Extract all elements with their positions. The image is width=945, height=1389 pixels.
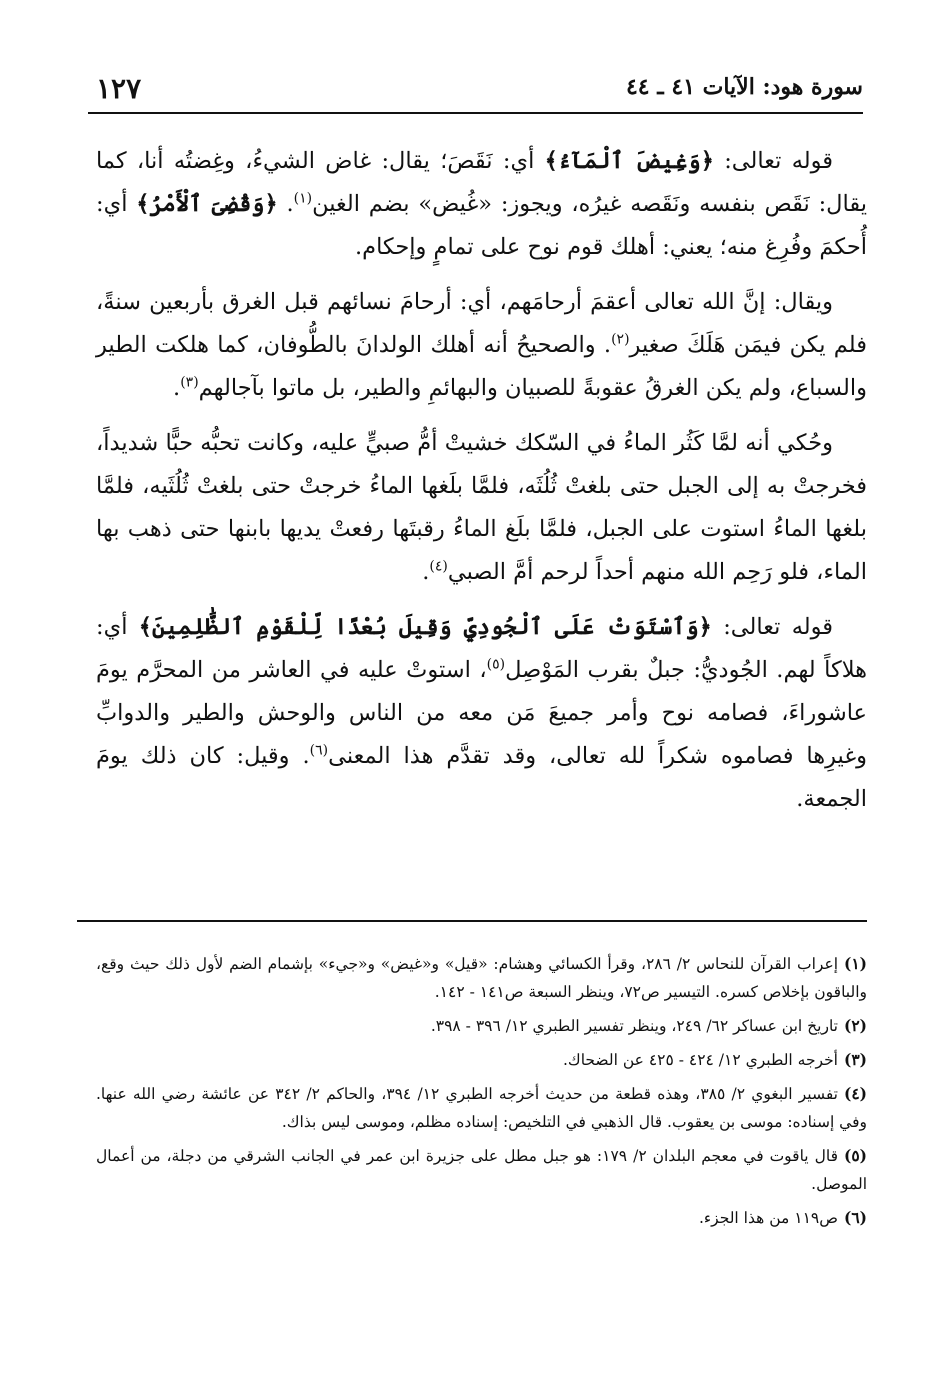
footnote-item — [96, 950, 867, 1006]
footnote-separator — [77, 920, 867, 922]
paragraph-1 — [96, 140, 867, 269]
quran-verse: ﴿وَغِيضَ ٱلْمَآءُ﴾ — [544, 148, 714, 174]
footnote-text: ص١١٩ من هذا الجزء. — [698, 1209, 838, 1227]
footnote-item — [96, 1012, 867, 1040]
text-segment: أي: هلاكاً لهم. الجُوديُّ: جبلٌ بقرب المَوْصِل — [96, 614, 867, 683]
footnote-ref-1[interactable]: (١) — [293, 190, 313, 207]
main-text — [96, 140, 867, 821]
text-segment: وحُكي أنه لمَّا كَثُر الماءُ في السّكك خشيتْ أمُّ صبيٍّ عليه، وكانت تحبُّه حبًّا شديداً، فخرجتْ به إلى الجبل حتى بلغتْ ثُلُثَه، فلمَّا بلَغها الماءُ خرجتْ حتى بلغتْ ثُلُثَيه، فلمَّا بلغها الماءُ استوت على الجبل، فلمَّا بلَغ الماءُ رقبتَها رفعتْ يديها بابنها حتى ذهب بها الماء، فلو رَحِم الله منهم أحداً لرحم أمَّ الصبي — [96, 430, 867, 585]
footnote-text: قال ياقوت في معجم البلدان ٢/ ١٧٩: هو جبل مطل على جزيرة ابن عمر في الجانب الشرقي من دجلة، من أعمال الموصل. — [96, 1147, 867, 1193]
text-segment: . — [277, 191, 294, 217]
footnote-item — [96, 1142, 867, 1198]
quran-verse: ﴿وَٱسْتَوَتْ عَلَى ٱلْجُودِيِّ وَقِيلَ بُعْدًا لِّلْقَوْمِ ٱلظَّٰلِمِينَ﴾ — [138, 614, 712, 640]
footnote-number: (١) — [844, 954, 868, 973]
text-segment: ، استوتْ عليه في العاشر من المحرَّم يومَ عاشوراءَ، فصامه نوح وأمر جميعَ مَن معه من الناس والوحش والطير والدوابِّ وغيرِها فصاموه شكراً لله تعالى، وقد تقدَّم هذا المعنى — [96, 657, 867, 769]
footnote-ref-5[interactable]: (٥) — [486, 656, 506, 673]
text-segment: ويقال: إنَّ الله تعالى أعقمَ أرحامَهم، أي: أرحامَ نسائهم قبل الغرق بأربعين سنةً، فلم يكن فيمَن هَلَكَ صغير — [96, 289, 867, 358]
paragraph-2 — [96, 281, 867, 410]
footnote-text: إعراب القرآن للنحاس ٢/ ٢٨٦، وقرأ الكسائي وهشام: «قيل» و«غيض» و«جيء» بإشمام الضم لأول ذلك حيث وقع، والباقون بإخلاص كسره. التيسير ص٧٢، وينظر السبعة ص١٤١ - ١٤٢. — [96, 955, 867, 1001]
text-segment: قوله تعالى: — [713, 148, 834, 174]
text-segment: . — [173, 375, 181, 401]
footnote-ref-2[interactable]: (٢) — [611, 331, 630, 348]
paragraph-4 — [96, 606, 867, 821]
quran-verse: ﴿وَقُضِىَ ٱلْأَمْرُ﴾ — [136, 191, 278, 217]
footnote-text: تفسير البغوي ٢/ ٣٨٥، وهذه قطعة من حديث أخرجه الطبري ١٢/ ٣٩٤، والحاكم ٢/ ٣٤٢ عن عائشة رضي الله عنها. وفي إسناده: موسى بن يعقوب. قال الذهبي في التلخيص: إسناده مظلم، وموسى ليس بذاك. — [96, 1085, 867, 1131]
text-segment: . — [422, 559, 430, 585]
page-number: ١٢٧ — [96, 72, 142, 105]
footnote-text: أخرجه الطبري ١٢/ ٤٢٤ - ٤٢٥ عن الضحاك. — [563, 1051, 838, 1069]
footnote-ref-3[interactable]: (٣) — [180, 374, 199, 391]
footnote-text: تاريخ ابن عساكر ٦٢/ ٢٤٩، وينظر تفسير الطبري ١٢/ ٣٩٦ - ٣٩٨. — [430, 1017, 838, 1035]
text-segment: أي: نَقَصَ؛ يقال: غاض الشيءُ، وغِضتُه أنا، كما يقال: نَقَص بنفسه ونَقَصه غيرُه، ويجوز: «غُيض» بضم الغين — [96, 148, 867, 217]
footnote-ref-6[interactable]: (٦) — [309, 742, 329, 759]
footnote-item — [96, 1046, 867, 1074]
footnotes — [96, 950, 867, 1238]
paragraph-3 — [96, 422, 867, 594]
footnote-number: (٤) — [843, 1084, 867, 1103]
footnote-ref-4[interactable]: (٤) — [429, 558, 448, 575]
footnote-number: (٣) — [843, 1050, 867, 1069]
text-segment: . وقيل: كان ذلك يومَ الجمعة. — [96, 743, 867, 812]
page-header — [88, 72, 863, 114]
text-segment: . والصحيحُ أنه أهلك الولدانَ بالطُّوفان، كما هلكت الطير والسباع، ولم يكن الغرقُ عقوبةً للصبيان والبهائمِ والطير، بل ماتوا بآجالهم — [96, 332, 867, 401]
text-segment: أي: أُحكمَ وفُرِغ منه؛ يعني: أهلك قوم نوح على تمامٍ وإحكام. — [96, 191, 867, 260]
text-segment: قوله تعالى: — [711, 614, 833, 640]
running-title: سورة هود: الآيات ٤١ ـ ٤٤ — [625, 74, 863, 100]
footnote-item — [96, 1080, 867, 1136]
footnote-number: (٢) — [843, 1016, 867, 1035]
footnote-number: (٦) — [843, 1208, 867, 1227]
footnote-number: (٥) — [843, 1146, 867, 1165]
footnote-item — [96, 1204, 867, 1232]
